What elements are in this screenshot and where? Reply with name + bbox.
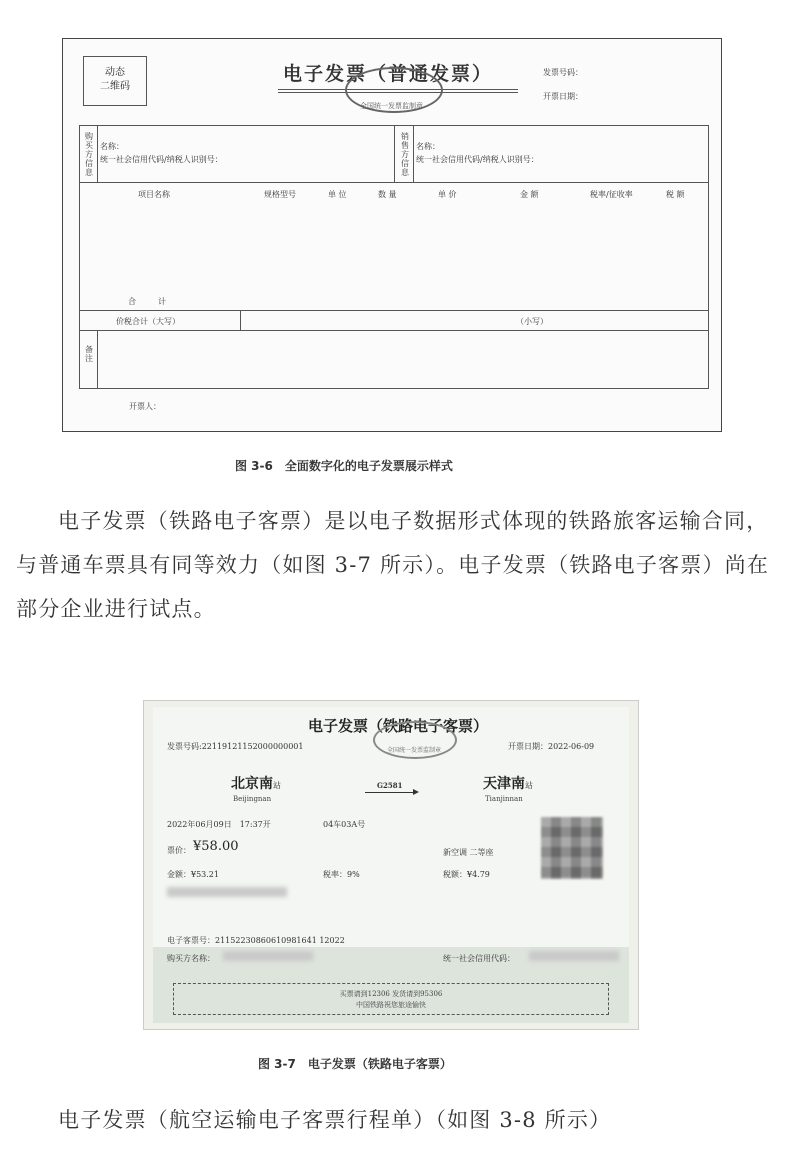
qr-code-icon: [541, 817, 603, 879]
railway-ticket-figure: [143, 700, 639, 1030]
redacted-text: [529, 951, 619, 961]
remarks-row: [79, 331, 709, 389]
column-header: 金 额: [520, 190, 539, 199]
divider: [97, 126, 98, 182]
column-header: 规格型号: [264, 190, 296, 199]
departure-station: [231, 773, 281, 793]
amount: 金额：¥53.21: [167, 870, 219, 879]
dynamic-qr-code-box: [83, 56, 147, 106]
notice-line: 买票请到12306 发货请到95306: [339, 990, 443, 998]
column-header: 税 额: [666, 190, 685, 199]
train-number: G2581: [377, 781, 403, 790]
fare-label: 票价：: [167, 846, 191, 855]
figure-caption-3-6: 图 3-6 全面数字化的电子发票展示样式: [235, 459, 453, 473]
buyer-info-label: 购买方信息: [85, 132, 93, 177]
remarks-label: 备注: [85, 345, 93, 363]
ticket-body: [153, 707, 629, 1023]
column-header: 税率/征收率: [590, 190, 633, 199]
issuer-label: 开票人：: [129, 402, 161, 411]
departure-time: 2022年06月09日 17:37开: [167, 820, 271, 829]
total-label: 合计: [128, 297, 188, 306]
arrival-pinyin: Tianjinnan: [485, 795, 523, 803]
divider: [97, 331, 98, 388]
buyer-fields: [100, 140, 223, 166]
qr-label-line1: 动态: [105, 67, 125, 78]
column-header: 单 位: [328, 190, 347, 199]
redacted-text: [223, 951, 313, 961]
tax-amount: 税额：¥4.79: [443, 870, 490, 879]
party-info-row: [79, 125, 709, 183]
notice-line: 中国铁路祝您旅途愉快: [356, 1001, 426, 1009]
seller-info-label: 销售方信息: [401, 132, 409, 177]
seller-id-field: 统一社会信用代码/纳税人识别号：: [416, 155, 539, 164]
departure-station-name: 北京南: [231, 776, 273, 792]
fare-value: ¥58.00: [193, 839, 239, 854]
seat-class: 新空调 二等座: [443, 848, 494, 857]
invoice-date-label: 开票日期：: [543, 92, 583, 101]
sum-lower-label: （小写）: [516, 317, 548, 326]
stamp-text: 全国统一发票监制章: [387, 747, 442, 754]
eticket-number: 电子客票号：21152230860610981641 12022: [167, 936, 345, 945]
sum-row: [79, 310, 709, 331]
arrival-station: [483, 773, 533, 793]
body-paragraph: [16, 1098, 611, 1142]
arrow-right-icon: [365, 792, 417, 793]
buyer-name-label: 购买方名称：: [167, 954, 215, 963]
stamp-text: 全国统一发票监制章: [360, 102, 423, 110]
divider: [394, 126, 395, 182]
seller-fields: [416, 140, 539, 166]
buyer-id-field: 统一社会信用代码/纳税人识别号：: [100, 155, 223, 164]
credit-code-label: 统一社会信用代码：: [443, 954, 515, 963]
column-header: 单 价: [438, 190, 457, 199]
notice-box: [173, 983, 609, 1015]
station-suffix: 站: [273, 781, 281, 790]
divider: [240, 311, 241, 330]
paragraph-text: 电子发票（铁路电子客票）是以电子数据形式体现的铁路旅客运输合同，与普通车票具有同等效力（如图 3-7 所示）。电子发票（铁路电子客票）尚在部分企业进行试点。: [16, 509, 770, 621]
tax-rate: 税率：9%: [323, 870, 360, 879]
body-paragraph: [16, 499, 776, 631]
invoice-number: 发票号码:22119121152000000001: [167, 742, 304, 751]
departure-pinyin: Beijingnan: [233, 795, 272, 803]
invoice-sample-figure: [62, 38, 722, 432]
column-header: 项目名称: [138, 190, 170, 199]
arrival-station-name: 天津南: [483, 776, 525, 792]
seller-name-field: 名称：: [416, 142, 440, 151]
station-suffix: 站: [525, 781, 533, 790]
paragraph-text: 电子发票（航空运输电子客票行程单）（如图 3-8 所示）: [58, 1108, 612, 1132]
redacted-text: [167, 887, 287, 897]
divider: [413, 126, 414, 182]
issue-date: 开票日期：2022-06-09: [508, 742, 595, 751]
buyer-name-field: 名称：: [100, 142, 124, 151]
ticket-title: 电子发票（铁路电子客票）: [308, 717, 489, 735]
seat-number: 04车03A号: [323, 820, 366, 829]
figure-caption-3-7: 图 3-7 电子发票（铁路电子客票）: [258, 1057, 452, 1071]
invoice-number-label: 发票号码：: [543, 68, 583, 77]
column-header: 数 量: [378, 190, 397, 199]
invoice-title: 电子发票（普通发票）: [283, 63, 494, 85]
items-table: [79, 183, 709, 331]
sum-upper-label: 价税合计（大写）: [116, 317, 180, 326]
qr-label-line2: 二维码: [100, 81, 130, 92]
